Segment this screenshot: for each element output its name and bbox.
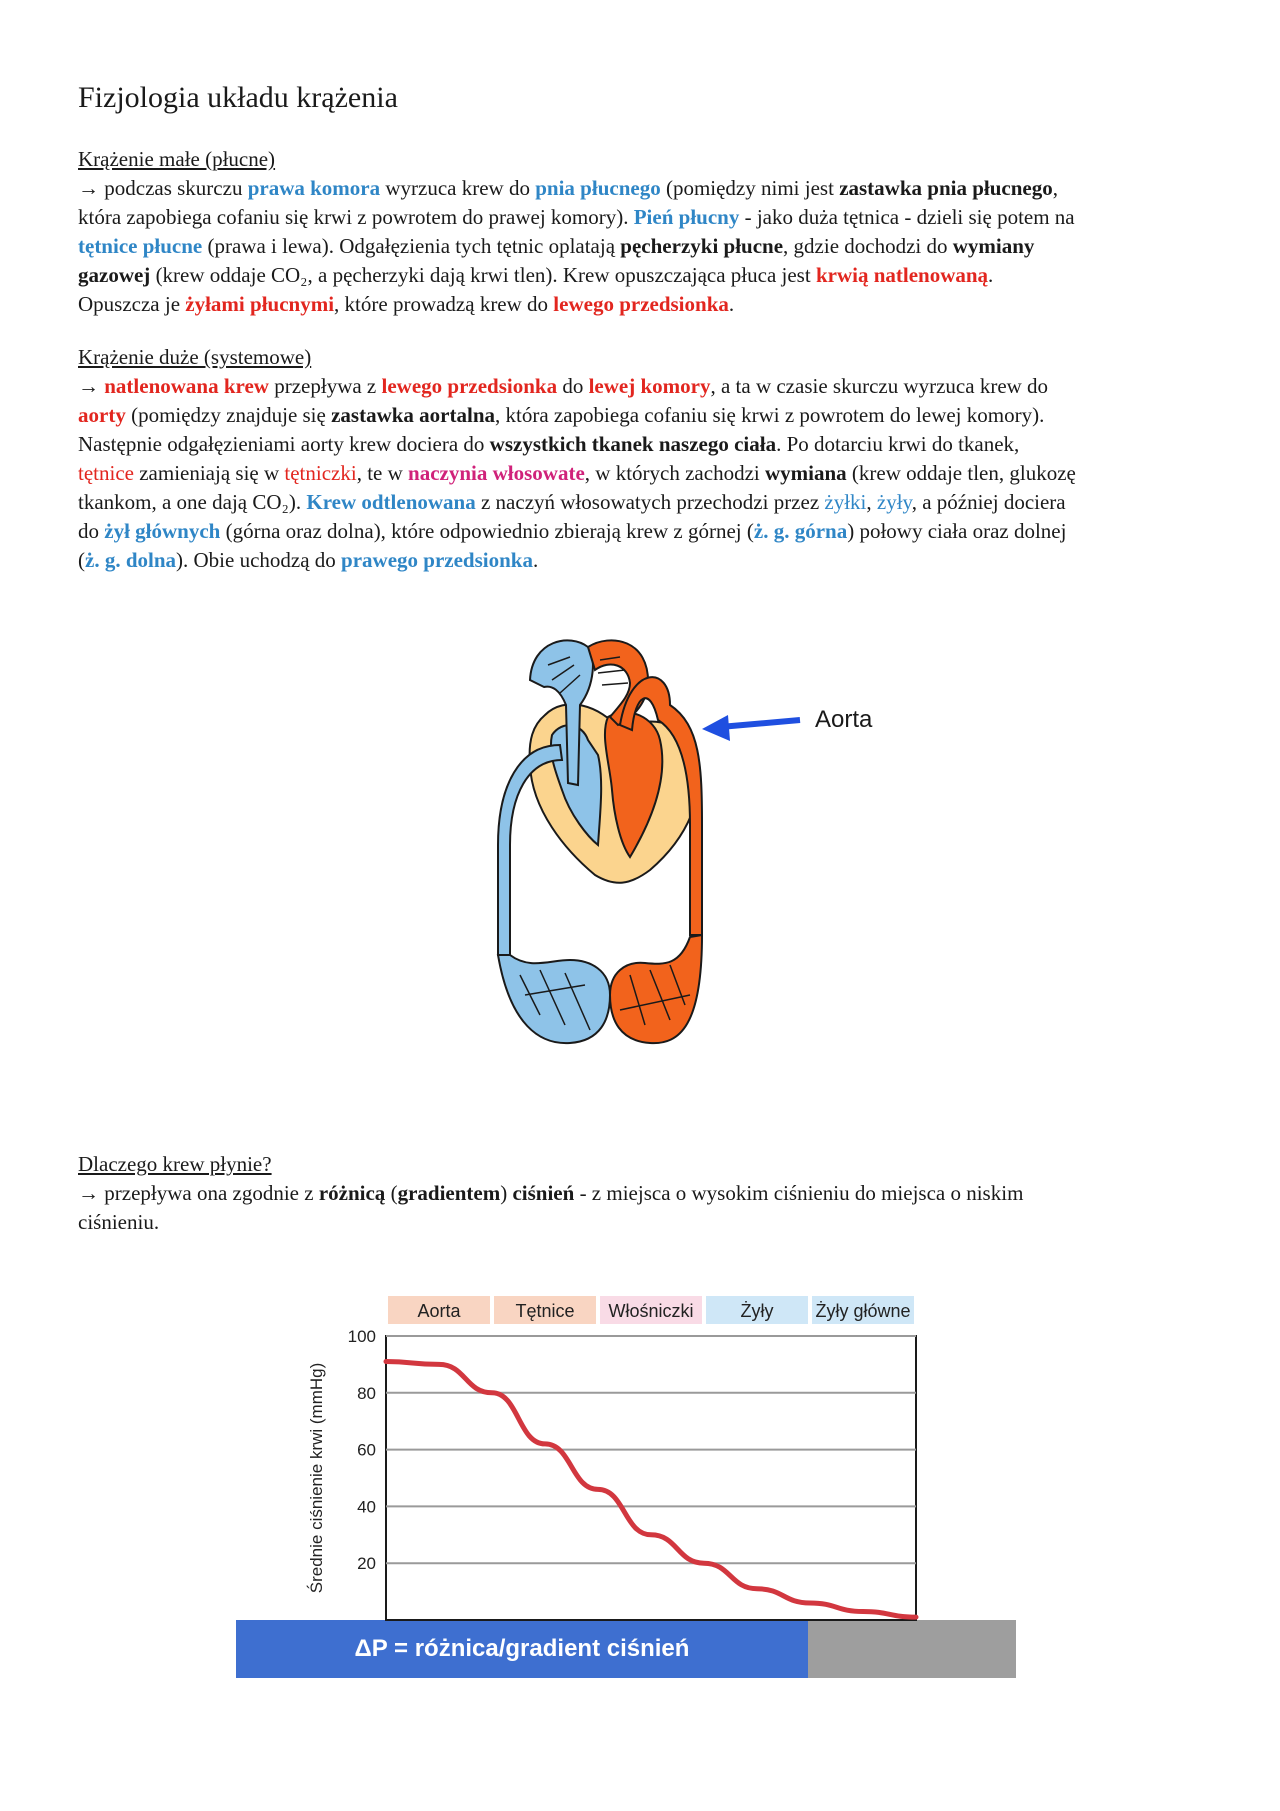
- text-run: do: [78, 519, 105, 543]
- text-line: [78, 174, 1218, 203]
- arrow-head-icon: [702, 715, 730, 741]
- text-run: , które prowadzą krew do: [334, 292, 554, 316]
- text-run: .: [728, 292, 735, 316]
- highlighted-term: Krew odtlenowana: [306, 490, 476, 514]
- text-run: (krew oddaje tlen, glukozę: [846, 461, 1076, 485]
- aorta-pointer-arrow: [720, 720, 800, 727]
- body-capillaries-red: [610, 935, 702, 1043]
- y-tick-label: 60: [357, 1440, 376, 1460]
- highlighted-term: prawego przedsionka: [341, 548, 533, 572]
- highlighted-term: prawa komora: [247, 176, 381, 200]
- text-run: - jako duża tętnica - dzieli się potem na: [739, 205, 1075, 229]
- text-line: [78, 290, 1218, 319]
- highlighted-term: lewej komory: [588, 374, 711, 398]
- text-line: [78, 459, 1218, 488]
- category-label: Żyły główne: [815, 1301, 911, 1321]
- highlighted-term: Pień płucny: [633, 205, 740, 229]
- text-run: ciśnieniu.: [78, 1210, 160, 1234]
- text-run: z naczyń włosowatych przechodzi przez: [475, 490, 825, 514]
- highlighted-term: pęcherzyki płucne: [620, 234, 784, 258]
- highlighted-term: zastawka aortalna: [331, 403, 496, 427]
- highlighted-term: żyły: [876, 490, 912, 514]
- text-run: do: [557, 374, 589, 398]
- text-line: [78, 1179, 1218, 1208]
- paragraph-large-circulation: [78, 372, 1218, 575]
- highlighted-term: lewego przedsionka: [381, 374, 558, 398]
- text-run: , a ta w czasie skurczu wyrzuca krew do: [710, 374, 1049, 398]
- section-heading-large-circulation: Krążenie duże (systemowe): [78, 345, 312, 369]
- highlighted-term: naczynia włosowate: [408, 461, 585, 485]
- y-axis-label: Średnie ciśnienie krwi (mmHg): [307, 1362, 326, 1594]
- category-label: Tętnice: [515, 1301, 575, 1321]
- text-run: .: [988, 263, 994, 287]
- text-run: (pomiędzy znajduje się: [125, 403, 332, 427]
- category-label: Włośniczki: [608, 1301, 694, 1321]
- text-run: , w których zachodzi: [584, 461, 765, 485]
- text-run: ,: [866, 490, 877, 514]
- text-run: Następnie odgałęzieniami aorty krew dociera do: [78, 432, 490, 456]
- highlighted-term: lewego przedsionka: [553, 292, 729, 316]
- text-run: (: [78, 548, 85, 572]
- highlighted-term: tętnice: [78, 461, 134, 485]
- text-run: → podczas skurczu: [78, 176, 248, 200]
- highlighted-term: natlenowana krew: [104, 374, 269, 398]
- y-tick-label: 100: [347, 1327, 376, 1346]
- text-run: zamieniają się w: [133, 461, 285, 485]
- text-line: [78, 261, 1218, 290]
- text-run: - z miejsca o wysokim ciśnieniu do miejsca o niskim: [574, 1181, 1024, 1205]
- highlighted-term: gazowej: [78, 263, 151, 287]
- text-line: [78, 232, 1218, 261]
- y-tick-label: 20: [357, 1554, 376, 1574]
- text-run: ,: [1052, 176, 1058, 200]
- highlighted-term: krwią natlenowaną: [815, 263, 989, 287]
- highlighted-term: tętniczki: [284, 461, 357, 485]
- highlighted-term: ż. g. dolna: [85, 548, 177, 572]
- text-run: ). Obie uchodzą do: [176, 548, 342, 572]
- section-heading-why-blood-flows: Dlaczego krew płynie?: [78, 1152, 272, 1176]
- text-run: tkankom, a one dają CO₂).: [78, 490, 307, 514]
- text-run: , te w: [356, 461, 409, 485]
- circulation-diagram: [470, 625, 990, 1085]
- text-line: [78, 372, 1218, 401]
- text-line: [78, 401, 1218, 430]
- highlighted-term: ciśnień: [512, 1181, 575, 1205]
- paragraph-small-circulation: [78, 174, 1218, 319]
- category-label: Aorta: [417, 1301, 461, 1321]
- text-run: przepływa z: [268, 374, 382, 398]
- y-tick-label: 40: [357, 1497, 376, 1517]
- highlighted-term: tętnice płucne: [78, 234, 203, 258]
- text-run: (prawa i lewa). Odgałęzienia tych tętnic oplatają: [202, 234, 621, 258]
- text-run: ) połowy ciała oraz dolnej: [847, 519, 1067, 543]
- text-run: →: [78, 374, 105, 398]
- section-heading-small-circulation: Krążenie małe (płucne): [78, 147, 276, 171]
- highlighted-term: gradientem: [397, 1181, 501, 1205]
- highlighted-term: żył głównych: [104, 519, 221, 543]
- text-run: wyrzuca krew do: [380, 176, 536, 200]
- footer-label: ΔP = różnica/gradient ciśnień: [354, 1635, 690, 1662]
- highlighted-term: różnicą: [318, 1181, 386, 1205]
- text-line: [78, 517, 1218, 546]
- text-run: Opuszcza je: [78, 292, 186, 316]
- text-run: (pomiędzy nimi jest: [660, 176, 840, 200]
- highlighted-term: wymiana: [764, 461, 847, 485]
- text-run: która zapobiega cofaniu się krwi z powrotem do prawej komory).: [78, 205, 634, 229]
- text-line: [78, 488, 1218, 517]
- category-label: Żyły: [740, 1301, 774, 1321]
- text-run: ): [500, 1181, 513, 1205]
- text-line: [78, 430, 1218, 459]
- y-tick-label: 80: [357, 1383, 376, 1403]
- text-run: , gdzie dochodzi do: [783, 234, 953, 258]
- text-run: , która zapobiega cofaniu się krwi z powrotem do lewej komory).: [495, 403, 1045, 427]
- pressure-chart: [236, 1290, 1016, 1690]
- highlighted-term: pnia płucnego: [535, 176, 661, 200]
- highlighted-term: żyłami płucnymi: [185, 292, 335, 316]
- highlighted-term: wszystkich tkanek naszego ciała: [489, 432, 777, 456]
- highlighted-term: zastawka pnia płucnego: [839, 176, 1053, 200]
- text-run: → przepływa ona zgodnie z: [78, 1181, 319, 1205]
- text-run: , a później dociera: [911, 490, 1066, 514]
- footer-bar-grey: [808, 1620, 1016, 1678]
- text-run: (: [385, 1181, 398, 1205]
- highlighted-term: ż. g. górna: [753, 519, 848, 543]
- paragraph-why-blood-flows: [78, 1179, 1218, 1237]
- highlighted-term: aorty: [78, 403, 126, 427]
- text-run: (górna oraz dolna), które odpowiednio zbierają krew z górnej (: [220, 519, 754, 543]
- page-title: Fizjologia układu krążenia: [78, 81, 398, 114]
- text-run: .: [532, 548, 539, 572]
- text-line: [78, 1208, 1218, 1237]
- text-run: . Po dotarciu krwi do tkanek,: [776, 432, 1020, 456]
- highlighted-term: wymiany: [952, 234, 1035, 258]
- text-line: [78, 546, 1218, 575]
- aorta-label: Aorta: [815, 706, 873, 733]
- text-run: (krew oddaje CO₂, a pęcherzyki dają krwi tlen). Krew opuszczająca płuca jest: [150, 263, 816, 287]
- text-line: [78, 203, 1218, 232]
- highlighted-term: żyłki: [824, 490, 867, 514]
